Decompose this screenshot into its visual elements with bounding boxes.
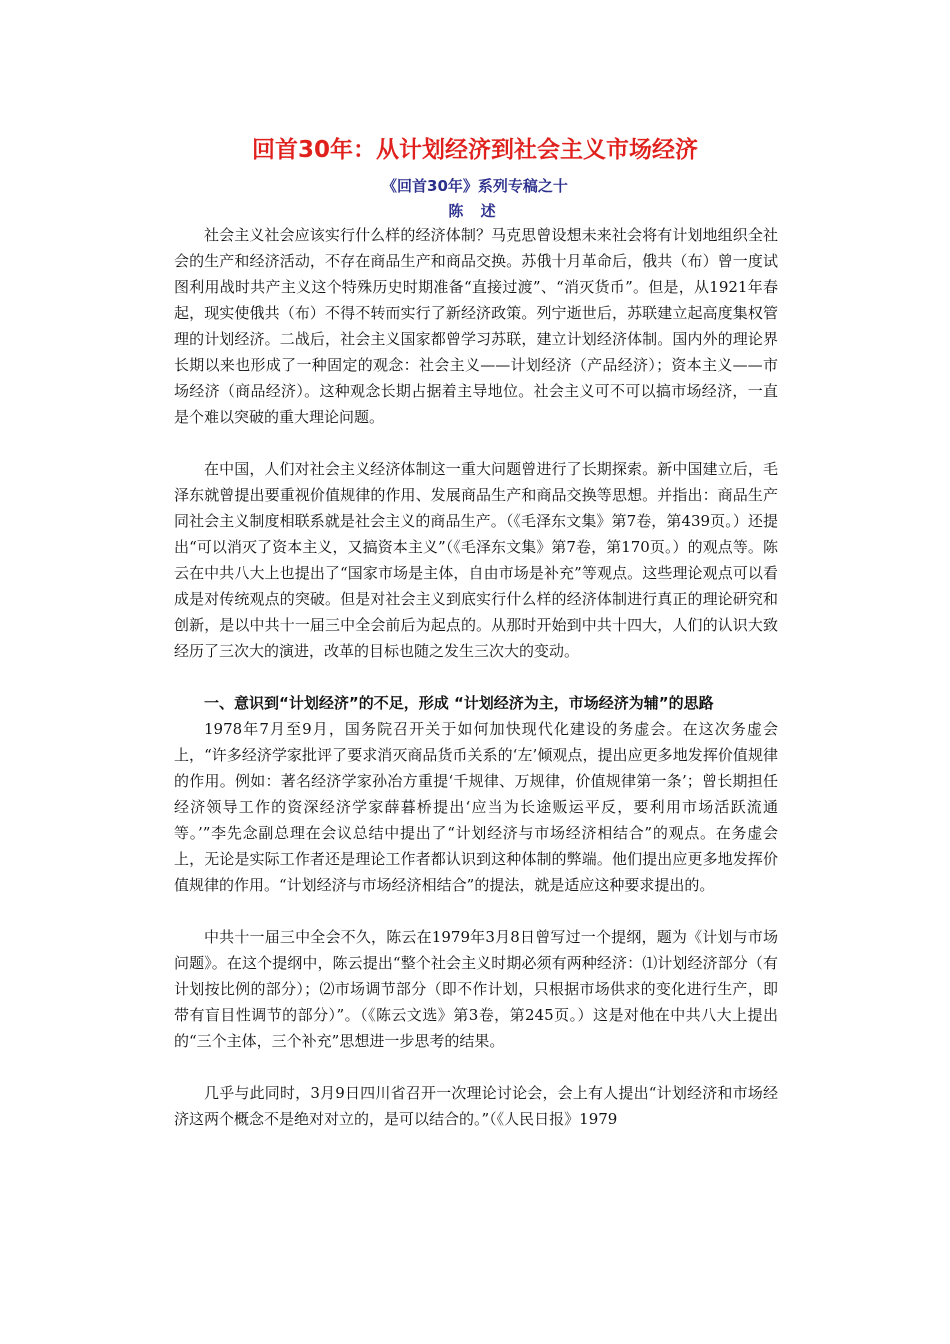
paragraph-sichuan-meeting: 几乎与此同时，3月9日四川省召开一次理论讨论会，会上有人提出“计划经济和市场经济这两个概念不是绝对对立的，是可以结合的。”（《人民日报》1979 — [174, 1084, 778, 1128]
author-name: 陈 述 — [448, 202, 502, 220]
paragraph-intro: 社会主义社会应该实行什么样的经济体制？马克思曾设想未来社会将有计划地组织全社会的生产和经济活动，不存在商品生产和商品交换。苏俄十月革命后，俄共（布）曾一度试图利用战时共产主义这个特殊历史时期准备“直接过渡”、“消灭货币”。但是，从1921年春起，现实使俄共（布）不得不转而实行了新经济政策。列宁逝世后，苏联建立起高度集权管理的计划经济。二战后，社会主义国家都曾学习苏联，建立计划经济体制。国内外的理论界长期以来也形成了一种固定的观念：社会主义——计划经济（产品经济）；资本主义——市场经济（商品经济）。这种观念长期占据着主导地位。社会主义可不可以搞市场经济，一直是个难以突破的重大理论问题。 — [174, 226, 778, 426]
paragraph-1978-conference: 1978年7月至9月，国务院召开关于如何加快现代化建设的务虚会。在这次务虚会上，“许多经济学家批评了要求消灭商品货币关系的‘左’倾观点，提出应更多地发挥价值规律的作用。例如：著名经济学家孙冶方重提‘千规律、万规律，价值规律第一条’；曾长期担任经济领导工作的资深经济学家薛暮桥提出‘应当为长途贩运平反，要利用市场活跃流通等。’”李先念副总理在会议总结中提出了“计划经济与市场经济相结合”的观点。在务虚会上，无论是实际工作者还是理论工作者都认识到这种体制的弊端。他们提出应更多地发挥价值规律的作用。“计划经济与市场经济相结合”的提法，就是适应这种要求提出的。 — [174, 720, 778, 894]
series-subtitle: 《回首30年》系列专稿之十 — [382, 177, 568, 195]
article-title: 回首30年：从计划经济到社会主义市场经济 — [251, 137, 698, 163]
section-heading: 一、意识到“计划经济”的不足，形成 “计划经济为主，市场经济为辅”的思路 — [204, 694, 714, 712]
article-body — [174, 222, 778, 1132]
paragraph-china-exploration: 在中国，人们对社会主义经济体制这一重大问题曾进行了长期探索。新中国建立后，毛泽东就曾提出要重视价值规律的作用、发展商品生产和商品交换等思想。并指出：商品生产同社会主义制度相联系就是社会主义的商品生产。（《毛泽东文集》第7卷，第439页。）还提出“可以消灭了资本主义，又搞资本主义”（《毛泽东文集》第7卷，第170页。）的观点等。陈云在中共八大上也提出了“国家市场是主体，自由市场是补充”等观点。这些理论观点可以看成是对传统观点的突破。但是对社会主义到底实行什么样的经济体制进行真正的理论研究和创新，是以中共十一届三中全会前后为起点的。从那时开始到中共十四大，人们的认识大致经历了三次大的演进，改革的目标也随之发生三次大的变动。 — [174, 460, 778, 660]
paragraph-chenyun-outline: 中共十一届三中全会不久，陈云在1979年3月8日曾写过一个提纲，题为《计划与市场问题》。在这个提纲中，陈云提出“整个社会主义时期必须有两种经济：⑴计划经济部分（有计划按比例的部分）；⑵市场调节部分（即不作计划，只根据市场供求的变化进行生产，即带有盲目性调节的部分）”。（《陈云文选》第3卷，第245页。）这是对他在中共八大上提出的“三个主体，三个补充”思想进一步思考的结果。 — [174, 928, 778, 1050]
